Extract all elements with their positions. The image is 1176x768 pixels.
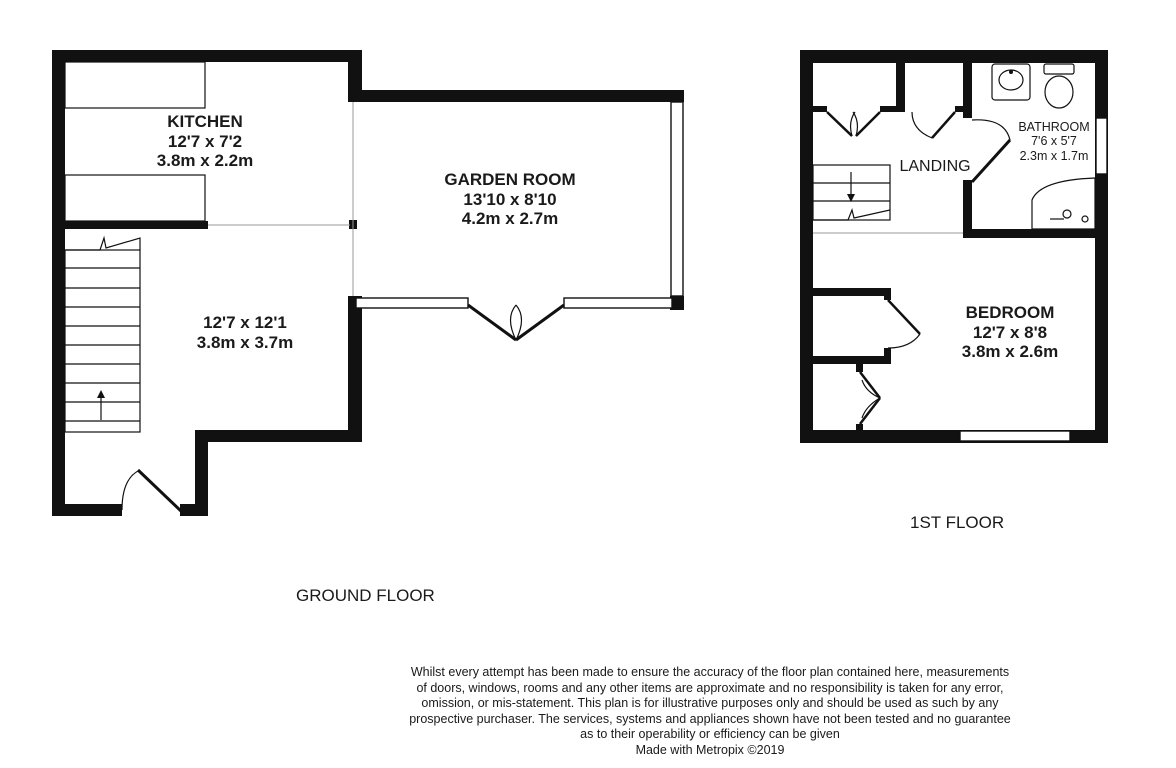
wall <box>52 221 208 229</box>
window <box>356 298 468 308</box>
disclaimer <box>340 665 1080 758</box>
living-room-label <box>165 313 325 352</box>
wall <box>195 430 362 442</box>
wall <box>884 288 891 300</box>
wall <box>856 364 863 372</box>
room-dimensions-imperial: 12'7 x 8'8 <box>972 322 1048 342</box>
first-floor-title: 1ST FLOOR <box>910 513 1005 532</box>
first-floor-stairs <box>813 165 890 220</box>
bedroom-label <box>935 303 1085 362</box>
wall <box>813 106 827 112</box>
wall <box>963 229 1096 238</box>
wall <box>348 296 362 442</box>
wall <box>880 106 905 112</box>
wall <box>52 50 65 516</box>
wall <box>800 50 1108 63</box>
wall <box>52 50 362 62</box>
wall <box>348 90 684 102</box>
disclaimer-line: omission, or mis-statement. This plan is for illustrative purposes only and should be used as such by any <box>421 696 999 710</box>
room-dimensions-imperial: 13'10 x 8'10 <box>463 189 557 209</box>
ground-floor-title: GROUND FLOOR <box>296 586 435 605</box>
room-name: BATHROOM <box>1018 120 1090 134</box>
ground-floor-stairs <box>65 238 140 432</box>
room-dimensions-metric: 3.8m x 2.6m <box>961 342 1059 362</box>
disclaimer-line: of doors, windows, rooms and any other items are approximate and no responsibility is taken for any error, <box>416 680 1004 695</box>
wall <box>800 50 813 443</box>
wall <box>896 63 905 111</box>
window <box>960 431 1070 441</box>
room-dimensions-metric: 3.8m x 3.7m <box>196 332 294 352</box>
room-dimensions-metric: 3.8m x 2.2m <box>156 151 254 171</box>
first-floor-plan <box>800 50 1108 443</box>
window <box>671 102 683 296</box>
room-dimensions-metric: 4.2m x 2.7m <box>461 209 559 229</box>
cupboard-doors <box>827 112 955 138</box>
kitchen-worktop <box>65 175 205 221</box>
front-door <box>122 470 182 512</box>
window <box>564 298 672 308</box>
room-name: KITCHEN <box>167 112 243 131</box>
room-dimensions-imperial: 12'7 x 12'1 <box>203 313 287 332</box>
wall <box>670 90 684 102</box>
wall <box>813 356 891 364</box>
room-dimensions-imperial: 12'7 x 7'2 <box>167 131 243 151</box>
wall <box>1095 50 1108 443</box>
room-name: GARDEN ROOM <box>444 170 576 189</box>
credit-line: Made with Metropix ©2019 <box>635 742 785 757</box>
room-dimensions-imperial: 7'6 x 5'7 <box>1031 134 1077 149</box>
kitchen-worktop <box>65 62 205 108</box>
garden-room-label <box>410 170 610 229</box>
room-name: BEDROOM <box>965 303 1055 322</box>
wall <box>195 430 208 516</box>
wall <box>955 106 965 112</box>
disclaimer-line: Whilst every attempt has been made to ensure the accuracy of the floor plan contained here, measurements <box>410 665 1010 679</box>
wall <box>52 504 122 516</box>
bathroom-label <box>1008 120 1100 163</box>
room-dimensions-metric: 2.3m x 1.7m <box>1019 148 1089 163</box>
disclaimer-line: as to their operability or efficiency can be given <box>580 727 840 741</box>
wall <box>856 424 863 431</box>
wall <box>813 288 891 296</box>
landing-label: LANDING <box>899 158 971 175</box>
french-doors <box>468 305 564 340</box>
kitchen-label <box>125 112 285 171</box>
disclaimer-line: prospective purchaser. The services, systems and appliances shown have not been tested and no guarantee <box>409 711 1011 726</box>
